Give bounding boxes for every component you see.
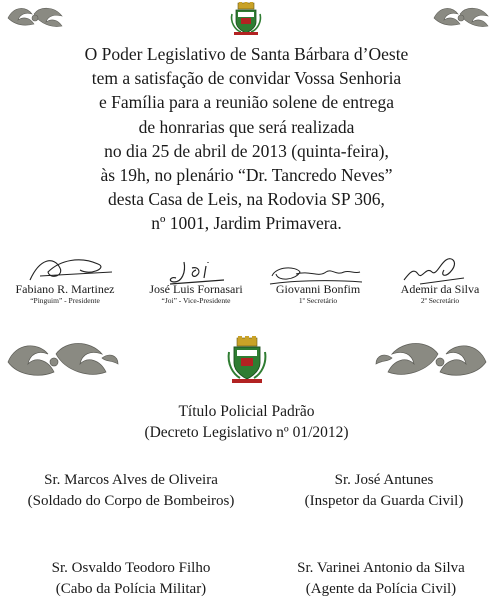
honoree-name: Sr. Varinei Antonio da Silva: [297, 560, 465, 576]
municipal-crest-large-icon: [226, 336, 268, 384]
signatory-role: 2º Secretário: [420, 296, 460, 305]
award-decree: (Decreto Legislativo nº 01/2012): [144, 424, 349, 441]
award-title-block: [0, 401, 493, 443]
honoree-role: (Soldado do Corpo de Bombeiros): [27, 493, 235, 509]
middle-right-ornament-icon: [372, 338, 492, 386]
honoree-antunes: [278, 470, 490, 512]
honoree-oliveira: [0, 470, 262, 512]
signatory-name: Giovanni Bonfim: [275, 282, 361, 296]
honoree-role: (Inspetor da Guarda Civil): [304, 493, 464, 509]
invitation-line: no dia 25 de abril de 2013 (quinta-feira),: [104, 140, 389, 161]
signatory-role: “Pinguim” - Presidente: [30, 296, 100, 305]
invitation-line: tem a satisfação de convidar Vossa Senhoria: [91, 68, 402, 89]
middle-left-ornament-icon: [2, 338, 122, 386]
signatory-name: Fabiano R. Martinez: [15, 282, 115, 296]
honoree-name: Sr. José Antunes: [334, 472, 434, 488]
signatory-name: José Luis Fornasari: [149, 282, 243, 296]
invitation-line: de honrarias que será realizada: [138, 116, 355, 137]
award-title: Título Policial Padrão: [178, 403, 315, 420]
invitation-text: [0, 42, 493, 236]
invitation-line: desta Casa de Leis, na Rodovia SP 306,: [108, 189, 385, 210]
signatory-silva: [390, 283, 490, 305]
signatory-fornasari: [138, 283, 254, 305]
honoree-role: (Cabo da Polícia Militar): [55, 581, 207, 597]
signatory-role: 1º Secretário: [298, 296, 338, 305]
honoree-teodoro: [0, 558, 262, 600]
signatory-role: “Joi” - Vice-Presidente: [161, 296, 231, 305]
invitation-line: nº 1001, Jardim Primavera.: [151, 213, 342, 234]
signatory-martinez: [6, 283, 124, 305]
top-right-ornament-icon: [430, 4, 492, 32]
invitation-line: às 19h, no plenário “Dr. Tancredo Neves”: [100, 165, 393, 186]
top-left-ornament-icon: [4, 4, 66, 32]
invitation-line: O Poder Legislativo de Santa Bárbara d’Oeste: [84, 44, 409, 64]
invitation-line: e Família para a reunião solene de entrega: [99, 92, 394, 113]
signatory-name: Ademir da Silva: [400, 282, 480, 296]
signature-martinez-icon: [20, 250, 120, 286]
honoree-name: Sr. Marcos Alves de Oliveira: [44, 472, 218, 488]
signatory-bonfim: [264, 283, 372, 305]
municipal-crest-icon: [229, 2, 263, 36]
honoree-varinei: [270, 558, 492, 600]
honoree-role: (Agente da Polícia Civil): [305, 581, 457, 597]
honoree-name: Sr. Osvaldo Teodoro Filho: [51, 560, 211, 576]
